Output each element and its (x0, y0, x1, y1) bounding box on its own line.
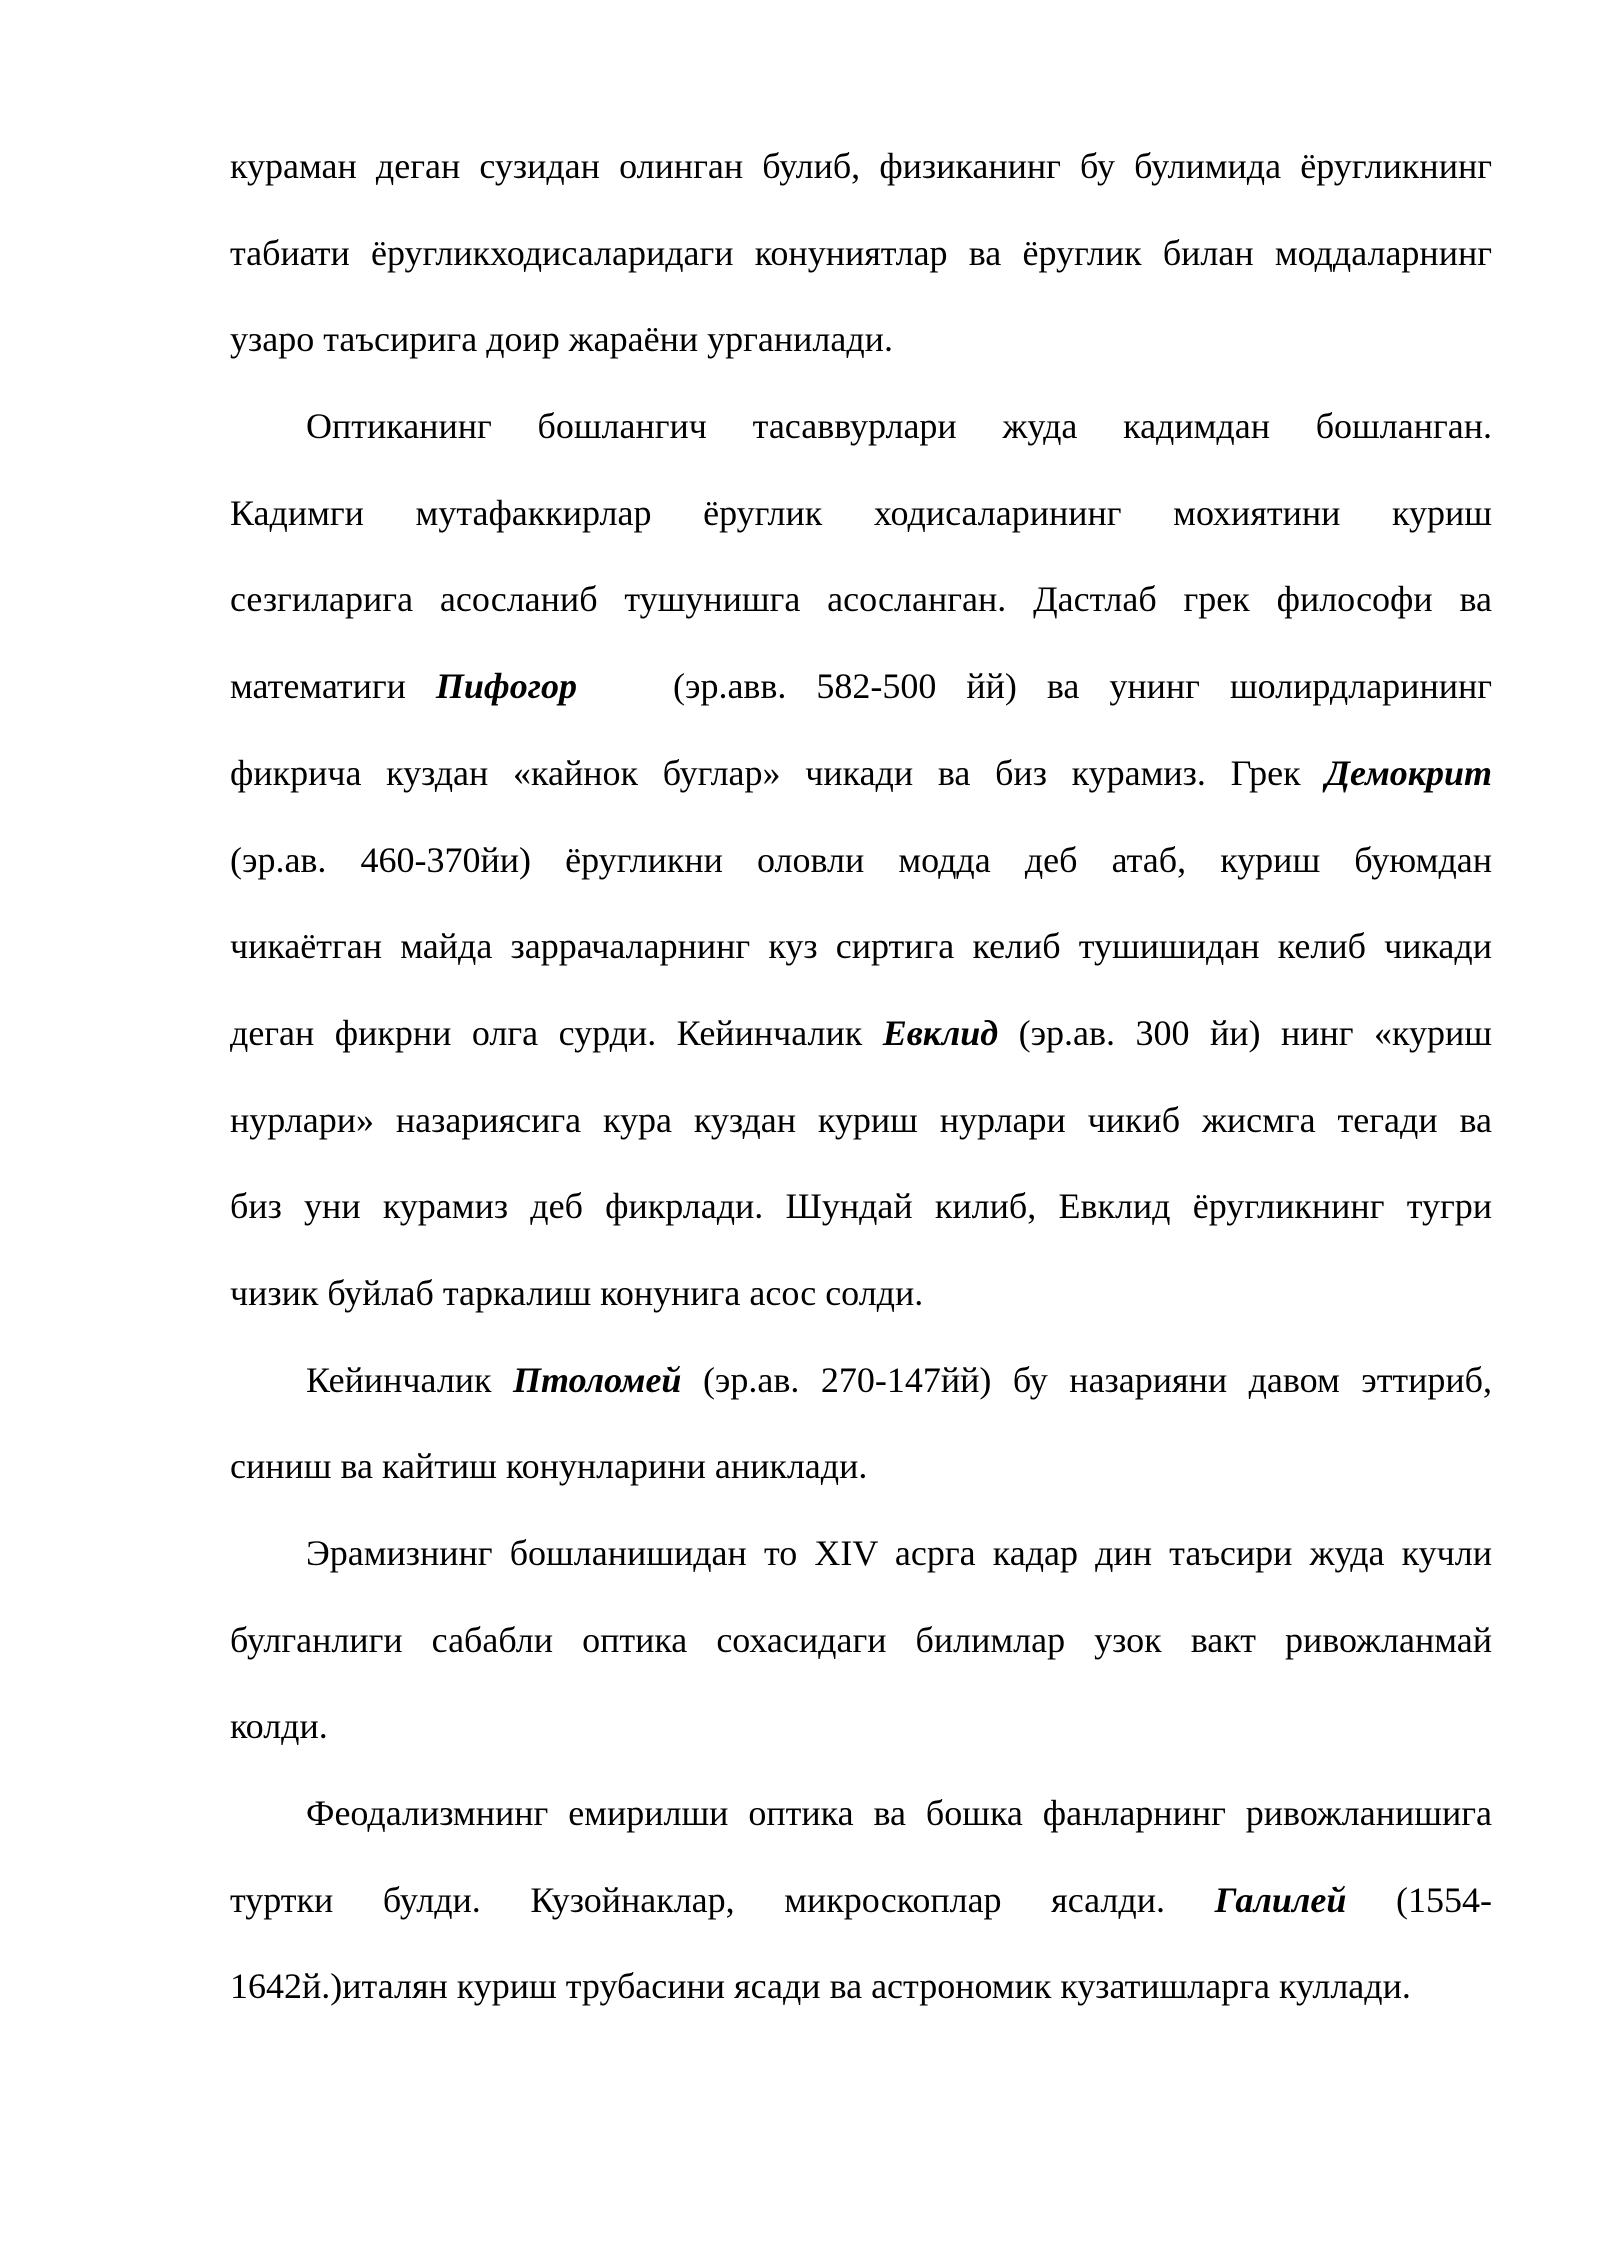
name-euclid: Евклид (882, 1012, 999, 1053)
text-fragment: деган фикрни олга сурди. Кейинчалик (230, 1012, 883, 1053)
text-fragment: (эр.ав. 300 йи) нинг «куриш (998, 1012, 1492, 1053)
paragraph-intro (230, 148, 1492, 408)
text-line: Феодализмнинг емирилши оптика ва бошка фанларнинг ривожланишига (306, 1793, 1492, 1834)
paragraph-galileo (230, 1795, 1492, 2055)
text-fragment: (эр.ав. 270-147йй) бу назарияни давом эттириб, (681, 1359, 1493, 1400)
text-fragment: Кейинчалик (306, 1359, 514, 1400)
text-line: 1642й.)италян куриш трубасини ясади ва астрономик кузатишларга куллади. (230, 1966, 1411, 2007)
text-line (230, 752, 1492, 842)
text-line: Эрамизнинг бошланишидан то XIV асрга кадар дин таъсири жуда кучли (306, 1533, 1492, 1573)
name-galileo: Галилей (1214, 1879, 1347, 1920)
text-line: нурлари» назариясига кура куздан куриш нурлари чикиб жисмга тегади ва (230, 1099, 1492, 1140)
text-line: колди. (230, 1706, 328, 1747)
text-fragment: туртки булди. Кузойнаклар, микроскоплар ясалди. (230, 1879, 1215, 1920)
name-pythagoras: Пифогор (435, 666, 577, 707)
text-line: табиати ёругликходисаларидаги конуниятлар ва ёруглик билан моддаларнинг (230, 232, 1492, 273)
name-ptolemy: Птоломей (513, 1359, 682, 1400)
text-line: Кадимги мутафаккирлар ёруглик ходисаларининг мохиятини куриш (230, 492, 1492, 533)
text-line (230, 1359, 1493, 1449)
text-line: синиш ва кайтиш конунларини аниклади. (230, 1446, 868, 1487)
text-line: чикаётган майда заррачаларнинг куз сиртига келиб тушишидан келиб чикади (230, 926, 1492, 967)
text-line: кураман деган сузидан олинган булиб, физиканинг бу булимида ёругликнинг (230, 146, 1492, 186)
text-line: Оптиканинг бошлангич тасаввурлари жуда кадимдан бошланган. (306, 406, 1492, 447)
text-line: биз уни курамиз деб фикрлади. Шундай килиб, Евклид ёругликнинг тугри (230, 1186, 1492, 1227)
text-fragment: (эр.авв. 582-500 йй) ва унинг шолирдларининг (673, 666, 1493, 707)
paragraph-ptolemy (230, 1359, 1493, 1535)
name-democritus: Демокрит (1325, 752, 1492, 793)
document-body (230, 148, 1492, 2055)
text-line (230, 1879, 1492, 1969)
text-fragment: фикрича куздан «кайнок буглар» чикади ва биз курамиз. Грек (230, 752, 1326, 793)
paragraph-middle-ages (230, 1535, 1492, 1795)
text-line (230, 1012, 1492, 1102)
text-line: булганлиги сабабли оптика сохасидаги билимлар узок вакт ривожланмай (230, 1619, 1492, 1660)
paragraph-ancient-optics (230, 408, 1492, 1362)
text-line (230, 668, 1492, 755)
text-line: чизик буйлаб таркалиш конунига асос солди. (230, 1272, 924, 1313)
text-line: (эр.ав. 460-370йи) ёругликни оловли модда деб атаб, куриш буюмдан (230, 839, 1492, 880)
text-fragment: математиги (230, 666, 436, 707)
text-line: узаро таъсирига доир жараёни урганилади. (230, 319, 893, 360)
text-line: сезгиларига асосланиб тушунишга асосланган. Дастлаб грек философи ва (230, 579, 1492, 620)
text-fragment: (1554- (1346, 1879, 1492, 1920)
